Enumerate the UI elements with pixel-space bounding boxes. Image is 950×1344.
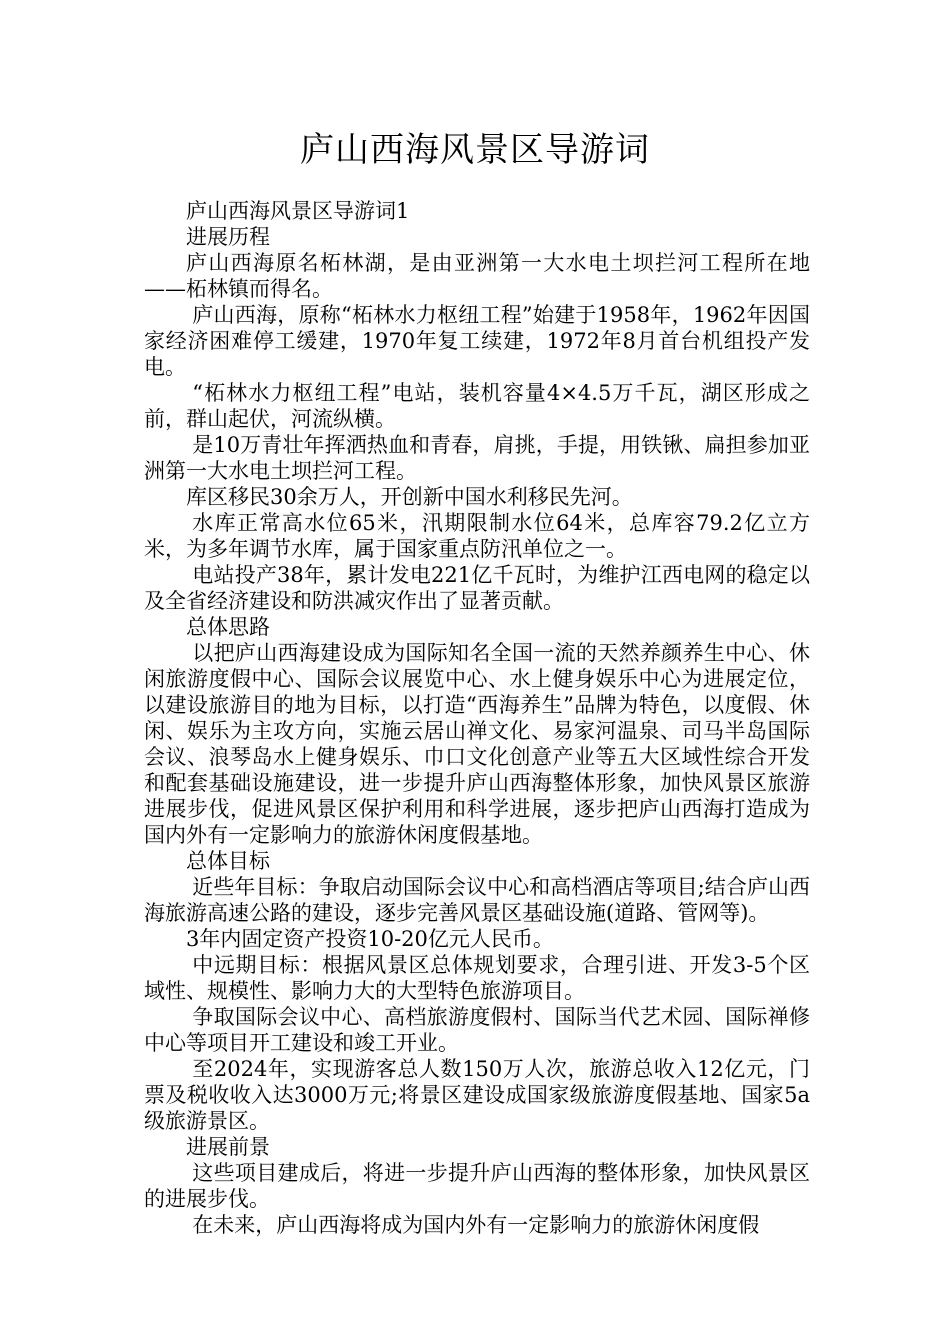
- section-heading: 总体思路: [186, 615, 270, 639]
- paragraph: 3年内固定资产投资10-20亿元人民币。: [186, 927, 554, 951]
- document-title: 庐山西海风景区导游词: [300, 130, 650, 170]
- paragraph: 中远期目标：根据风景区总体规划要求，合理引进、开发3-5个区域性、规模性、影响力大的大型特色旅游项目。: [144, 953, 810, 1003]
- paragraph: 这些项目建成后，将进一步提升庐山西海的整体形象，加快风景区的进展步伐。: [144, 1161, 810, 1211]
- section-heading: 进展历程: [186, 225, 270, 249]
- section-heading: 总体目标: [186, 849, 270, 873]
- paragraph: 庐山西海原名柘林湖，是由亚洲第一大水电土坝拦河工程所在地——柘林镇而得名。: [144, 251, 810, 301]
- paragraph: 争取国际会议中心、高档旅游度假村、国际当代艺术园、国际禅修中心等项目开工建设和竣工开业。: [144, 1005, 810, 1055]
- paragraph: 庐山西海风景区导游词1: [186, 199, 410, 223]
- paragraph: 以把庐山西海建设成为国际知名全国一流的天然养颜养生中心、休闲旅游度假中心、国际会议展览中心、水上健身娱乐中心为进展定位，以建设旅游目的地为目标，以打造“西海养生”品牌为特色，以度假、休闲、娱乐为主攻方向，实施云居山禅文化、易家河温泉、司马半岛国际会议、浪琴岛水上健身娱乐、巾口文化创意产业等五大区域性综合开发和配套基础设施建设，进一步提升庐山西海整体形象，加快风景区旅游进展步伐，促进风景区保护利用和科学进展，逐步把庐山西海打造成为国内外有一定影响力的旅游休闲度假基地。: [144, 641, 810, 847]
- paragraph: 在未来，庐山西海将成为国内外有一定影响力的旅游休闲度假: [192, 1213, 760, 1237]
- paragraph: 庐山西海，原称“柘林水力枢纽工程”始建于1958年，1962年因国家经济困难停工缓建，1970年复工续建，1972年8月首台机组投产发电。: [144, 303, 810, 379]
- section-heading: 进展前景: [186, 1135, 270, 1159]
- paragraph: 水库正常高水位65米，汛期限制水位64米，总库容79.2亿立方米，为多年调节水库，属于国家重点防汛单位之一。: [144, 511, 810, 561]
- paragraph: 电站投产38年，累计发电221亿千瓦时，为维护江西电网的稳定以及全省经济建设和防洪减灾作出了显著贡献。: [144, 563, 810, 613]
- document-body: [144, 198, 810, 1238]
- paragraph: 是10万青壮年挥洒热血和青春，肩挑，手提，用铁锹、扁担参加亚洲第一大水电土坝拦河工程。: [144, 433, 810, 483]
- paragraph: 近些年目标：争取启动国际会议中心和高档酒店等项目;结合庐山西海旅游高速公路的建设，逐步完善风景区基础设施(道路、管网等)。: [144, 875, 810, 925]
- paragraph: 至2024年，实现游客总人数150万人次，旅游总收入12亿元，门票及税收收入达3000万元;将景区建设成国家级旅游度假基地、国家5a级旅游景区。: [144, 1057, 810, 1133]
- paragraph: 库区移民30余万人，开创新中国水利移民先河。: [186, 485, 633, 509]
- paragraph: “柘林水力枢纽工程”电站，装机容量4×4.5万千瓦，湖区形成之前，群山起伏，河流纵横。: [144, 381, 810, 431]
